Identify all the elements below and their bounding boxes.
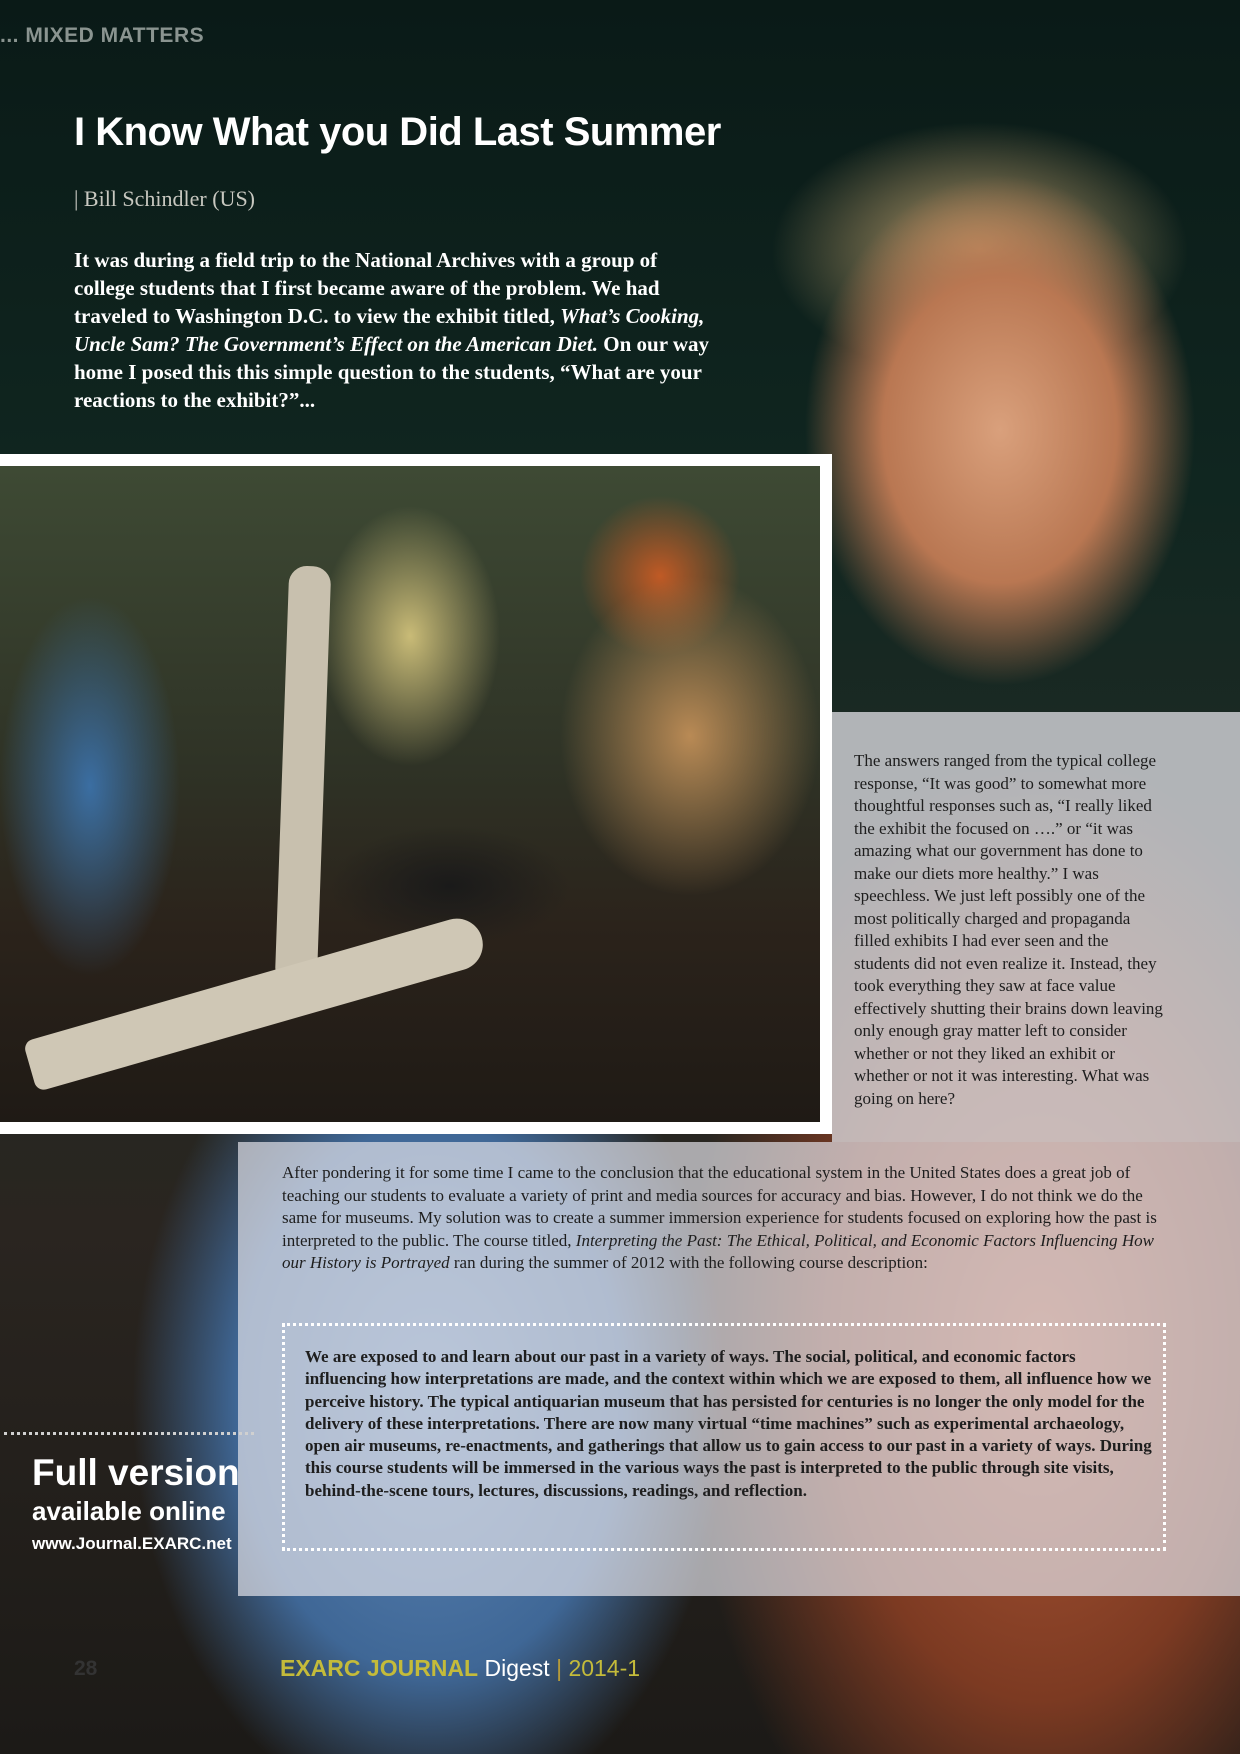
- promo-url-link[interactable]: www.Journal.EXARC.net: [32, 1534, 232, 1553]
- journal-footer: [280, 1655, 640, 1682]
- footer-separator: |: [556, 1655, 563, 1681]
- lead-text-part1: It was during a field trip to the National Archives with a group of college students that I first became aware of the problem. We had traveled to Washington D.C. to view the exhibit titled,: [74, 248, 660, 328]
- author-byline: | Bill Schindler (US): [74, 186, 256, 211]
- wooden-paddle: [23, 912, 489, 1092]
- side-paragraph: The answers ranged from the typical college response, “It was good” to somewhat more thoughtful responses such as, “I really liked the exhibit the focused on ….” or “it was amazing what our government has done to make our diets more healthy.” I was speechless. We just left possibly one of the most politically charged and propaganda filled exhibits I had ever seen and the students did not even realize it. Instead, they took everything they saw at face value effectively shutting their brains down leaving only enough gray matter left to consider whether or not they liked an exhibit or whether or not it was interesting. What was going on here?: [854, 751, 1163, 1108]
- body-paragraph: [282, 1162, 1162, 1275]
- course-title: Interpreting the Past: The Ethical, Political, and Economic Factors Influencing How our History is Portrayed: [282, 1230, 1155, 1272]
- footer-brand: EXARC JOURNAL: [280, 1655, 479, 1681]
- body-text-part1: After pondering it for some time I came to the conclusion that the educational system in the United States does a great job of teaching our students to evaluate a variety of print and media sources for accuracy and bias. However, I do not think we do the same for museums. My solution was to create a summer immersion experience for students focused on exploring how the past is interpreted to the public. The course titled,: [282, 1163, 1157, 1250]
- promo-subtitle: available online: [32, 1496, 226, 1526]
- lead-text-part2: On our way home I posed this this simple question to the students, “What are your reactions to the exhibit?”...: [74, 332, 710, 412]
- photo-frame: [0, 454, 832, 1134]
- article-title: I Know What you Did Last Summer: [74, 110, 721, 154]
- promo-divider: [4, 1432, 254, 1435]
- archaeology-photo: [0, 466, 820, 1122]
- lead-paragraph: [74, 246, 714, 414]
- footer-digest: Digest: [484, 1655, 550, 1681]
- wooden-stick: [275, 565, 332, 986]
- course-description: We are exposed to and learn about our past in a variety of ways. The social, political, and economic factors influencing how interpretations are made, and the context within which we are exposed to them, all influence how we perceive history. The typical antiquarian museum that has persisted for centuries is no longer the only model for the delivery of these interpretations. There are now many virtual “time machines” such as experimental archaeology, open air museums, re-enactments, and gatherings that allow us to gain access to our past in a variety of ways. During this course students will be immersed in the various ways the past is interpreted to the public through site visits, behind-the-scene tours, lectures, discussions, readings, and reflection.: [305, 1347, 1152, 1500]
- exhibit-title: What’s Cooking, Uncle Sam? The Government’s Effect on the American Diet.: [74, 304, 705, 356]
- body-text-part2: ran during the summer of 2012 with the following course description:: [449, 1253, 928, 1272]
- promo-title: Full version: [32, 1452, 240, 1493]
- section-label: ... MIXED MATTERS: [0, 24, 205, 47]
- page-number: 28: [74, 1657, 98, 1680]
- footer-issue: 2014-1: [568, 1655, 641, 1681]
